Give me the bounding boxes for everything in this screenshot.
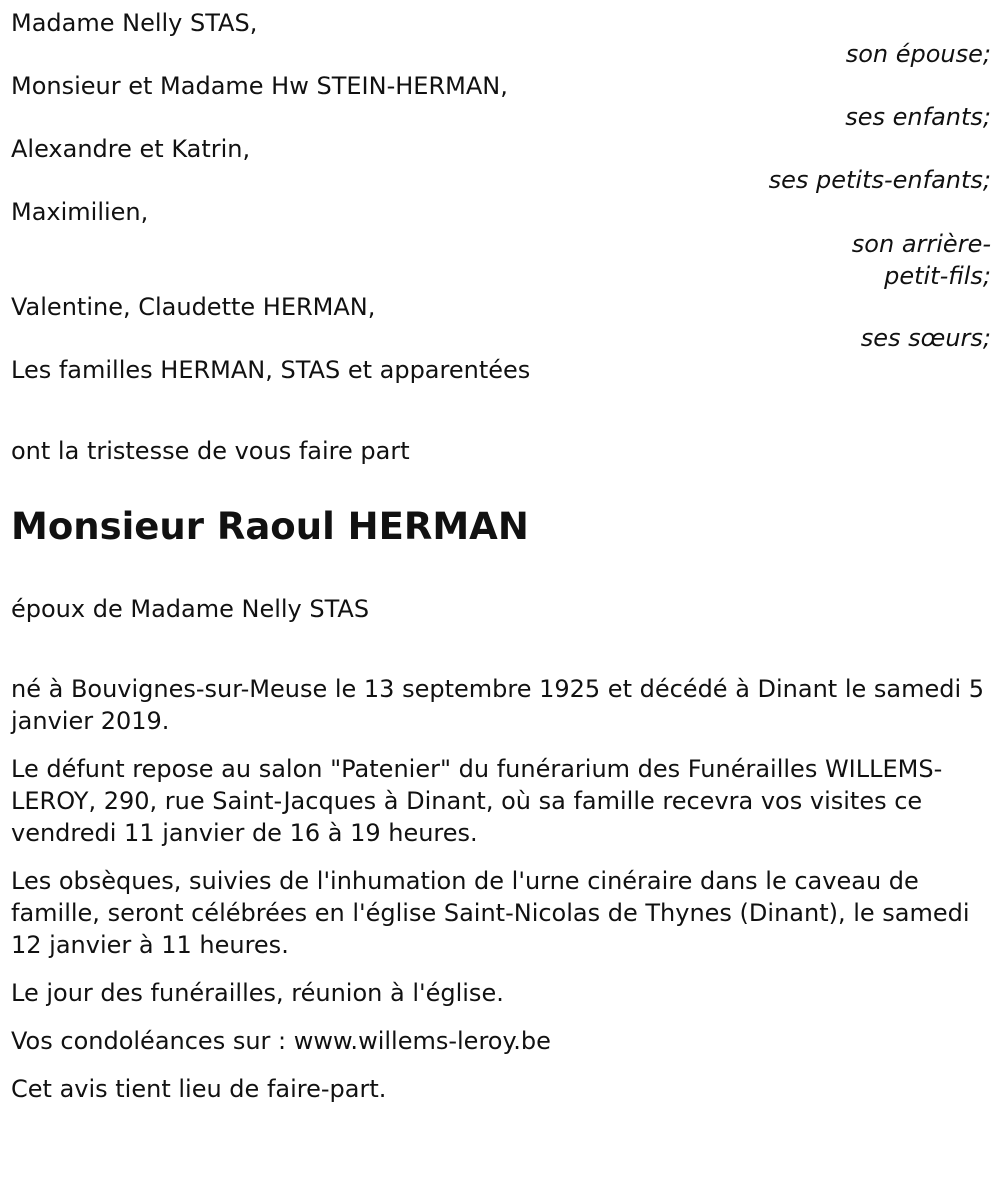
obituary-notice xyxy=(11,8,991,1105)
relation-spouse: son épouse; xyxy=(845,40,991,68)
family-member-great-grandson: Maximilien, xyxy=(11,198,149,226)
meeting-paragraph: Le jour des funérailles, réunion à l'église. xyxy=(11,979,504,1007)
family-member-spouse: Madame Nelly STAS, xyxy=(11,9,258,37)
deceased-name: Monsieur Raoul HERMAN xyxy=(11,505,529,548)
condolences-paragraph: Vos condoléances sur : www.willems-leroy.be xyxy=(11,1027,551,1055)
relation-sisters: ses sœurs; xyxy=(860,324,991,352)
relation-great-grandson xyxy=(11,228,991,292)
birth-death-paragraph: né à Bouvignes-sur-Meuse le 13 septembre 1925 et décédé à Dinant le samedi 5 janvier 2019. xyxy=(11,675,985,735)
spouse-line: époux de Madame Nelly STAS xyxy=(11,595,370,623)
family-member-sisters: Valentine, Claudette HERMAN, xyxy=(11,293,376,321)
family-member-children: Monsieur et Madame Hw STEIN-HERMAN, xyxy=(11,72,508,100)
extended-family: Les familles HERMAN, STAS et apparentées xyxy=(11,356,531,384)
rest-paragraph: Le défunt repose au salon "Patenier" du funérarium des Funérailles WILLEMS-LEROY, 290, rue Saint-Jacques à Dinant, où sa famille recevra vos visites ce vendredi 11 janvier de 16 à 19 heures. xyxy=(11,755,943,847)
relation-children: ses enfants; xyxy=(845,103,991,131)
relation-great-grandson-line-1: son arrière- xyxy=(851,230,991,258)
funeral-paragraph: Les obsèques, suivies de l'inhumation de l'urne cinéraire dans le caveau de famille, seront célébrées en l'église Saint-Nicolas de Thynes (Dinant), le samedi 12 janvier à 11 heures. xyxy=(11,867,970,959)
family-member-grandchildren: Alexandre et Katrin, xyxy=(11,135,251,163)
notice-paragraph: Cet avis tient lieu de faire-part. xyxy=(11,1075,387,1103)
relation-grandchildren: ses petits-enfants; xyxy=(768,166,991,194)
announcement-line: ont la tristesse de vous faire part xyxy=(11,437,410,465)
relation-great-grandson-line-2: petit-fils; xyxy=(884,262,991,290)
